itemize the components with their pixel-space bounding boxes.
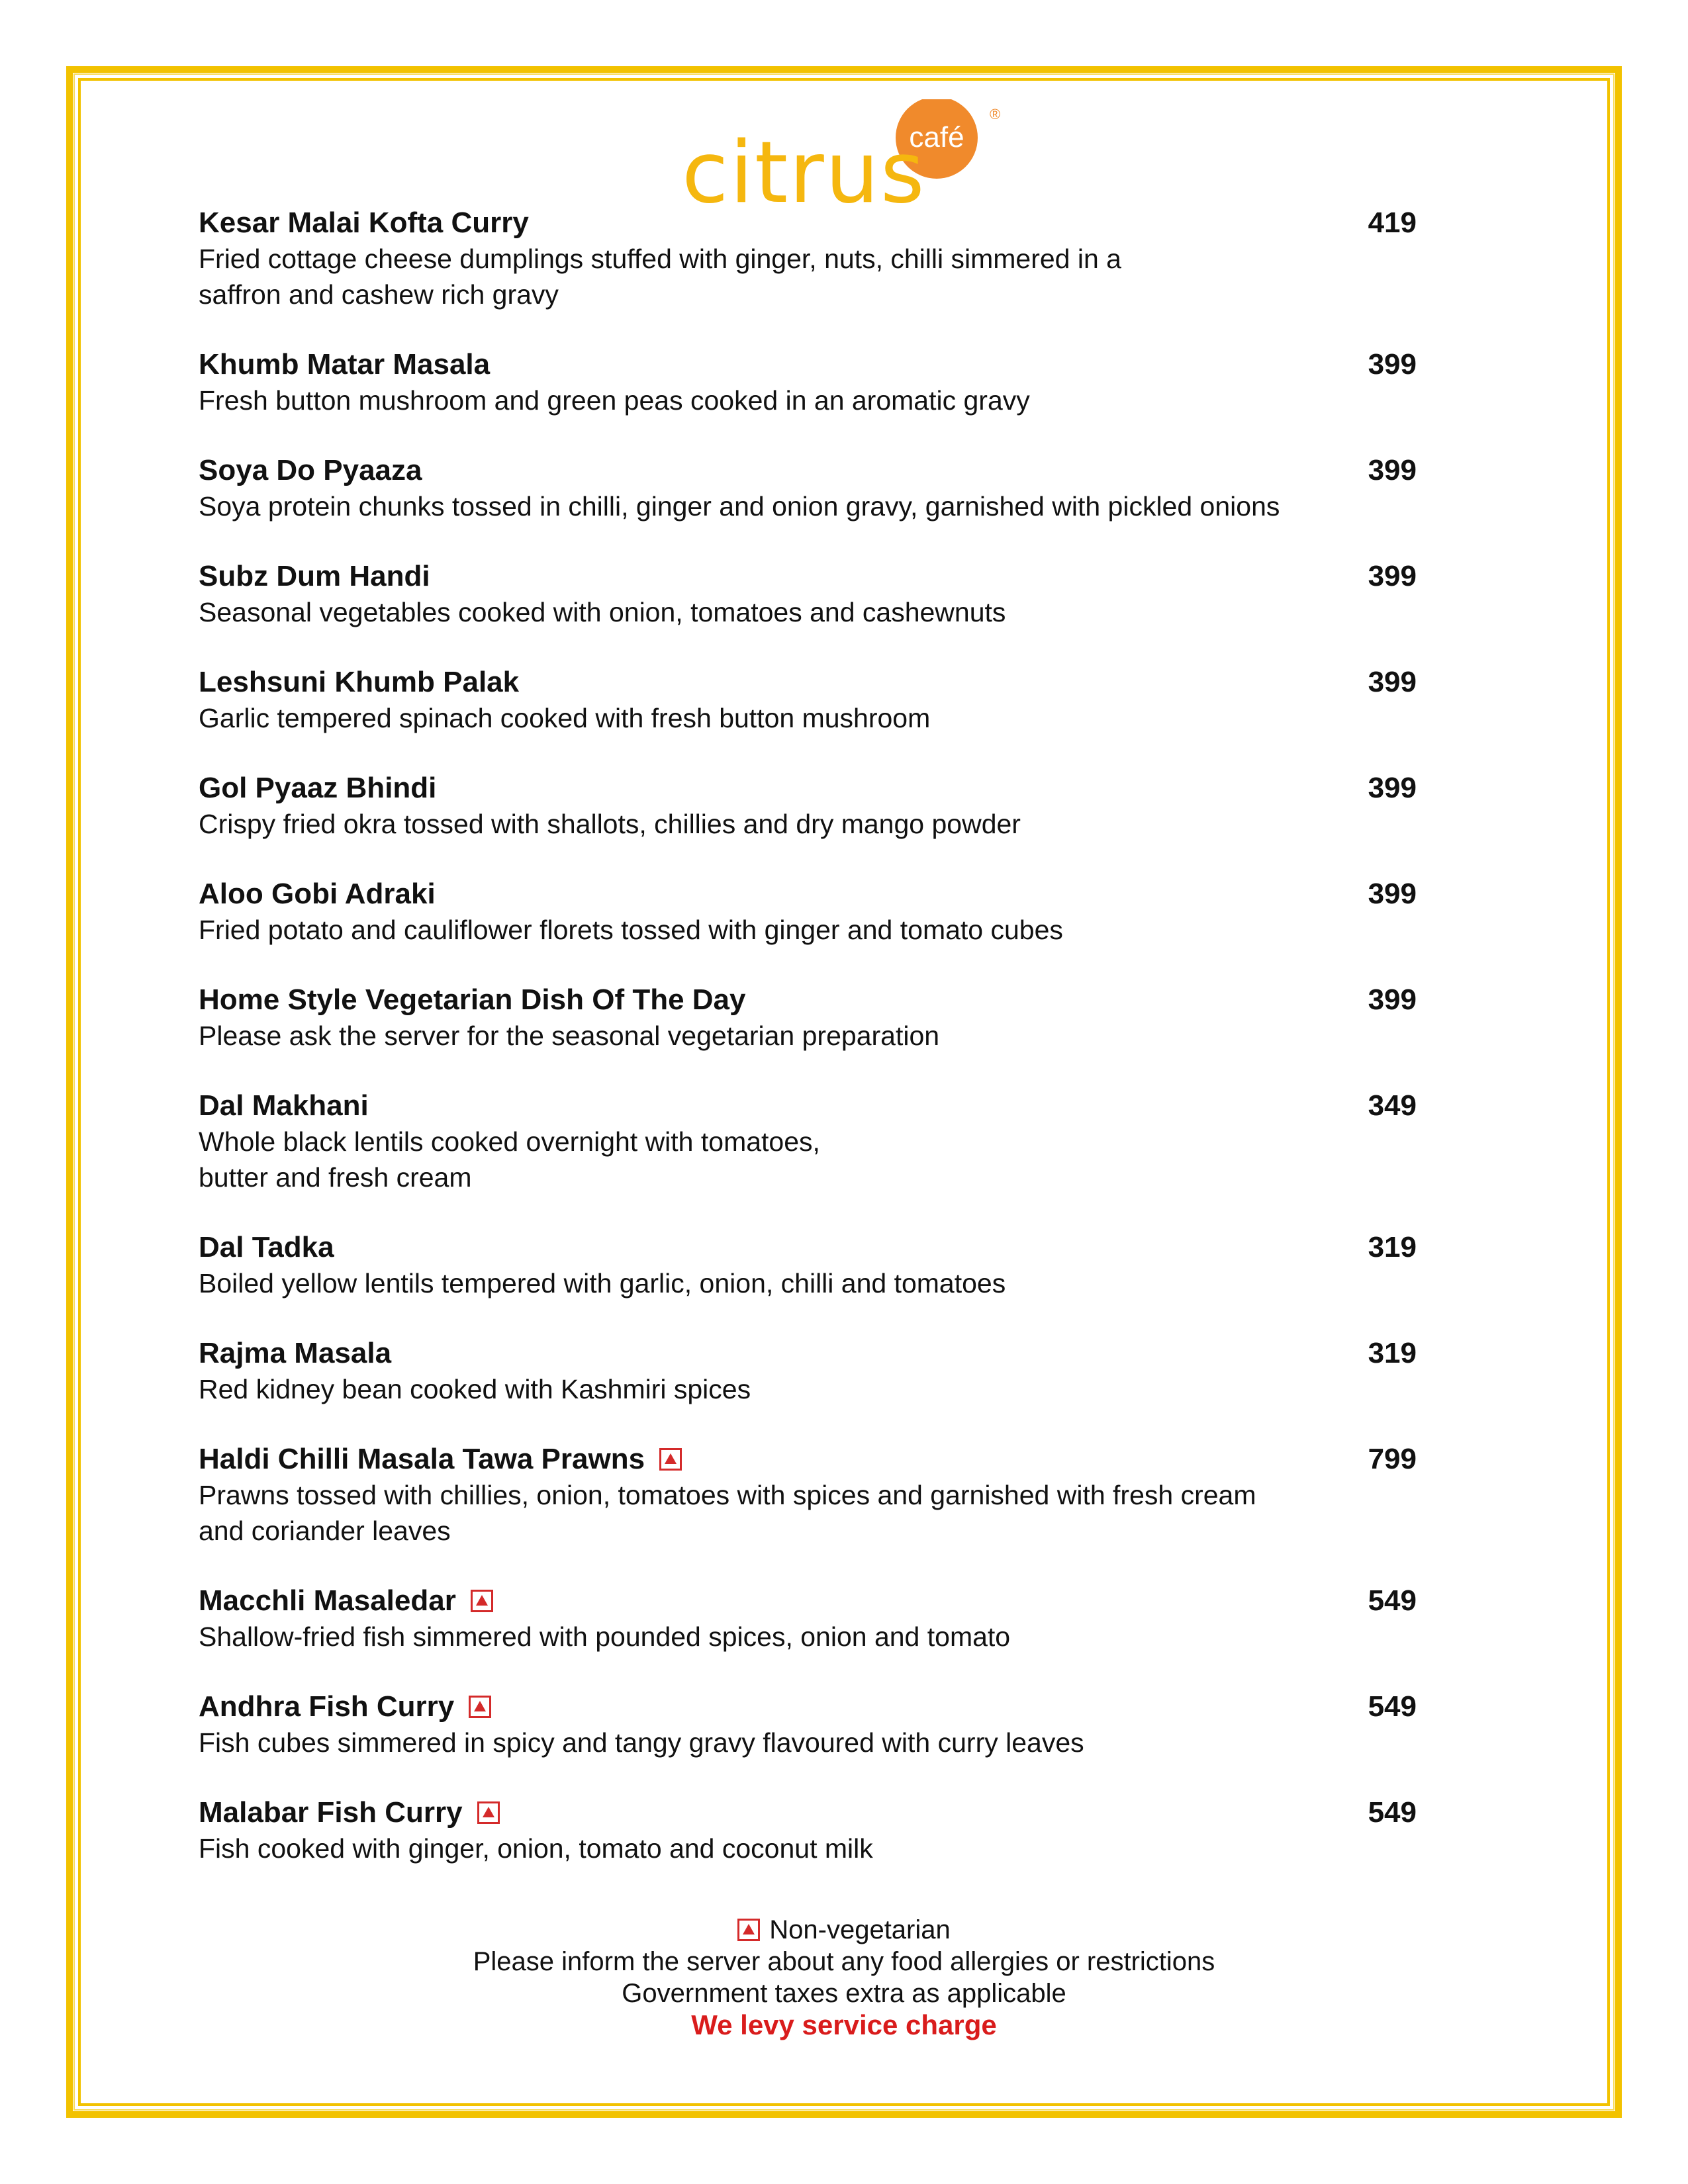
menu-item-description: butter and fresh cream <box>199 1162 472 1193</box>
menu-item-price: 399 <box>1368 666 1417 698</box>
non-veg-symbol-icon <box>737 1919 760 1941</box>
menu-item-name: Kesar Malai Kofta Curry <box>199 206 529 239</box>
menu-item-header <box>199 1689 1423 1725</box>
menu-item-description: Fried potato and cauliflower florets tossed with ginger and tomato cubes <box>199 915 1063 945</box>
menu-item-description: saffron and cashew rich gravy <box>199 279 559 310</box>
menu-item <box>199 1088 1423 1195</box>
menu-item-description: Fried cottage cheese dumplings stuffed with ginger, nuts, chilli simmered in a <box>199 244 1121 274</box>
menu-item-description: Crispy fried okra tossed with shallots, chillies and dry mango powder <box>199 809 1021 839</box>
menu-item-header <box>199 1795 1423 1831</box>
menu-item <box>199 1689 1423 1760</box>
menu-item-header <box>199 559 1423 594</box>
menu-item-price: 399 <box>1368 454 1417 486</box>
legend-label: Non-vegetarian <box>769 1915 951 1944</box>
logo-wordmark: citrus <box>682 124 926 218</box>
menu-item-description: Shallow-fried fish simmered with pounded spices, onion and tomato <box>199 1621 1011 1652</box>
allergy-notice: Please inform the server about any food allergies or restrictions <box>473 1947 1215 1976</box>
menu-item-header <box>199 664 1423 700</box>
menu-item-price: 319 <box>1368 1337 1417 1369</box>
menu-item-price: 399 <box>1368 560 1417 592</box>
menu-item-name: Rajma Masala <box>199 1337 392 1369</box>
menu-item-header <box>199 1230 1423 1265</box>
legend-row <box>199 1914 1489 1946</box>
menu-item <box>199 205 1423 312</box>
menu-item-name: Gol Pyaaz Bhindi <box>199 772 437 804</box>
menu-item <box>199 1336 1423 1407</box>
menu-footer <box>199 1914 1489 2041</box>
menu-item-description: Garlic tempered spinach cooked with fresh button mushroom <box>199 703 931 733</box>
menu-item-name: Dal Makhani <box>199 1089 369 1122</box>
menu-item-price: 799 <box>1368 1443 1417 1475</box>
menu-item-description: Soya protein chunks tossed in chilli, ginger and onion gravy, garnished with pickled onions <box>199 491 1280 522</box>
menu-item-price: 399 <box>1368 348 1417 381</box>
menu-item-price: 549 <box>1368 1584 1417 1617</box>
menu-list <box>199 205 1423 1866</box>
menu-item-header <box>199 205 1423 241</box>
non-veg-symbol-icon <box>469 1696 491 1718</box>
menu-item-price: 549 <box>1368 1690 1417 1723</box>
menu-item-name: Haldi Chilli Masala Tawa Prawns <box>199 1443 645 1475</box>
menu-item-name: Home Style Vegetarian Dish Of The Day <box>199 983 746 1016</box>
menu-item-description: Whole black lentils cooked overnight with tomatoes, <box>199 1126 820 1157</box>
menu-item-name: Malabar Fish Curry <box>199 1796 463 1829</box>
menu-item-price: 319 <box>1368 1231 1417 1263</box>
menu-item-price: 549 <box>1368 1796 1417 1829</box>
menu-item-name: Andhra Fish Curry <box>199 1690 455 1723</box>
menu-item <box>199 876 1423 948</box>
menu-item <box>199 559 1423 630</box>
menu-item-header <box>199 770 1423 806</box>
menu-item-price: 399 <box>1368 983 1417 1016</box>
menu-item-header <box>199 1336 1423 1371</box>
menu-item <box>199 1795 1423 1866</box>
service-charge-notice: We levy service charge <box>691 2009 997 2040</box>
menu-item-header <box>199 982 1423 1018</box>
menu-item-price: 349 <box>1368 1089 1417 1122</box>
menu-item-description: Fresh button mushroom and green peas cooked in an aromatic gravy <box>199 385 1030 416</box>
menu-item <box>199 664 1423 736</box>
menu-item-description: Seasonal vegetables cooked with onion, tomatoes and cashewnuts <box>199 597 1006 627</box>
menu-item <box>199 453 1423 524</box>
menu-item-name: Khumb Matar Masala <box>199 348 491 381</box>
menu-item-description: and coriander leaves <box>199 1516 451 1546</box>
menu-item <box>199 347 1423 418</box>
menu-item-price: 399 <box>1368 772 1417 804</box>
menu-item-header <box>199 1441 1423 1477</box>
menu-item <box>199 1583 1423 1655</box>
menu-item-description: Red kidney bean cooked with Kashmiri spices <box>199 1374 751 1404</box>
non-veg-symbol-icon <box>477 1801 500 1824</box>
menu-item-name: Leshsuni Khumb Palak <box>199 666 520 698</box>
menu-item <box>199 770 1423 842</box>
taxes-notice: Government taxes extra as applicable <box>622 1979 1066 2008</box>
non-veg-symbol-icon <box>471 1590 493 1612</box>
menu-item-description: Fish cooked with ginger, onion, tomato and coconut milk <box>199 1833 873 1864</box>
menu-item-name: Soya Do Pyaaza <box>199 454 422 486</box>
menu-item-description: Fish cubes simmered in spicy and tangy gravy flavoured with curry leaves <box>199 1727 1084 1758</box>
menu-item <box>199 1441 1423 1549</box>
menu-item <box>199 982 1423 1054</box>
menu-item-price: 419 <box>1368 206 1417 239</box>
menu-item-header <box>199 347 1423 383</box>
menu-item-header <box>199 1583 1423 1619</box>
citrus-cafe-logo <box>682 99 1013 218</box>
logo-cafe-text: café <box>909 121 964 154</box>
menu-item-name: Dal Tadka <box>199 1231 334 1263</box>
menu-item-name: Aloo Gobi Adraki <box>199 878 436 910</box>
logo-registered-mark: ® <box>990 106 1001 122</box>
non-veg-symbol-icon <box>659 1448 682 1471</box>
menu-item-header <box>199 1088 1423 1124</box>
menu-item-price: 399 <box>1368 878 1417 910</box>
menu-item-header <box>199 876 1423 912</box>
menu-item-name: Macchli Masaledar <box>199 1584 456 1617</box>
menu-item-name: Subz Dum Handi <box>199 560 430 592</box>
menu-item-description: Prawns tossed with chillies, onion, tomatoes with spices and garnished with fresh cream <box>199 1480 1256 1510</box>
menu-item-description: Please ask the server for the seasonal vegetarian preparation <box>199 1021 940 1051</box>
menu-item <box>199 1230 1423 1301</box>
menu-item-description: Boiled yellow lentils tempered with garlic, onion, chilli and tomatoes <box>199 1268 1006 1298</box>
menu-item-header <box>199 453 1423 488</box>
